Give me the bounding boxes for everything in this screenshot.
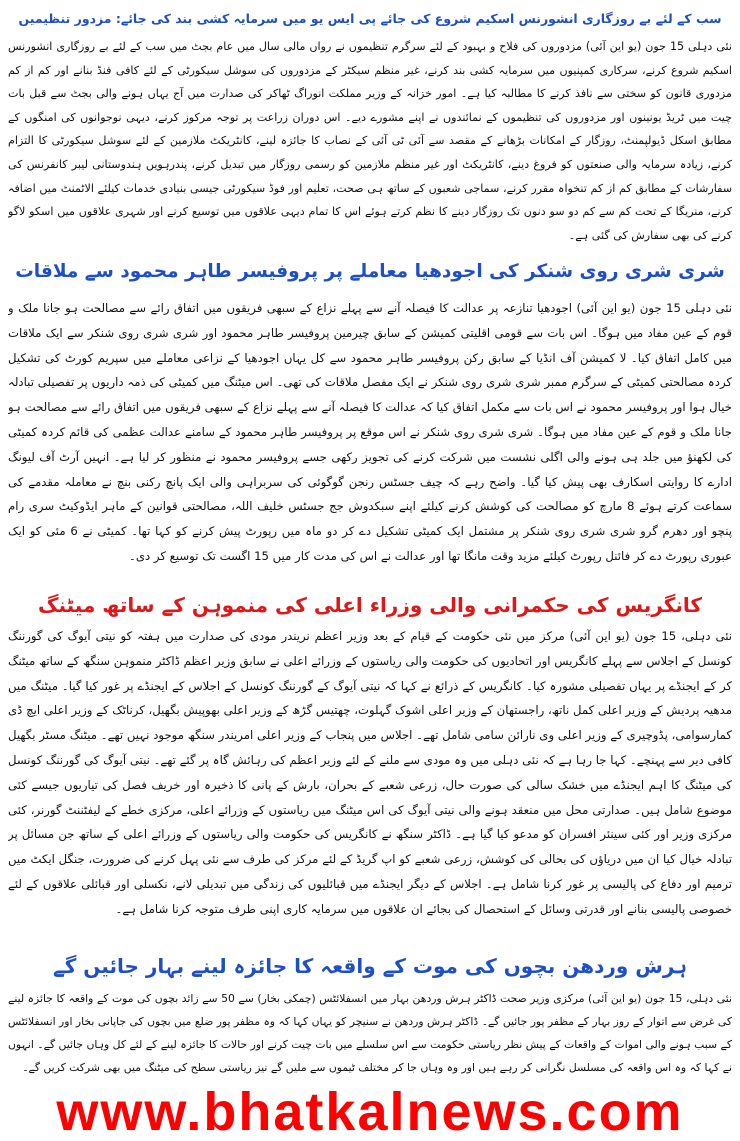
- article-body-congress-cms: نئی دہلی، 15 جون (یو این آئی) مرکز میں نئی حکومت کے قیام کے بعد وزیر اعظم نریندر مودی کی صدارت میں ہفتہ کو نیتی آیوگ کی گورننگ کونسل کے اجلاس سے پہلے کانگریس اور اتحادیوں کی حکومت والی ریاستوں کے وزرائے اعلی نے سابق وزیر اعظم ڈاکٹر منموہن سنگھ کے ساتھ میٹنگ کر کے ایجنڈے پر یہاں تفصیلی مشورہ کیا۔ کانگریس کے ذرائع نے کہا کہ نیتی آیوگ کے گورننگ کونسل کے اجلاس کے ایجنڈے پر غور کیا گیا۔ میٹنگ میں مدھیہ پردیش کے وزیر اعلی کمل ناتھ، راجستھان کے وزیر اعلی اشوک گہلوت، چھتیس گڑھ کے وزیر اعلی بھوپیش بگھیل، کرناٹک کے وزیر اعلی ایچ ڈی کمارسوامی، پڈوچیری کے وزیر اعلی وی نارائن سامی شامل تھے۔ اجلاس میں پنجاب کے وزیر اعلی امریندر سنگھ موجود نہیں تھے۔ میٹنگ مسٹر بگھیل کافی دیر سے پہنچے۔ کہا جا رہا ہے کہ نئی دہلی میں وہ مودی سے ملنے کے لئے وزیر اعظم کی رہائش گاہ پر گئے تھے۔ نیتی آیوگ کی گورننگ کونسل کی میٹنگ کا اہم ایجنڈے میں خشک سالی کی صورت حال، زرعی شعبے کے بحران، بارش کے پانی کا ذخیرہ اور خریف فصل کی تیاریوں جیسے کئی موضوع شامل ہیں۔ صدارتی محل میں منعقد ہونے والی نیتی آیوگ کی اس میٹنگ میں ریاستوں کے وزرائے اعلی، مرکزی خطے کے لیفٹننٹ گورنر، کئی مرکزی وزیر اور کئی سینئر افسران کو مدعو کیا گیا ہے۔ ڈاکٹر سنگھ نے کانگریس کی حکومت والی ریاستوں کے وزرائے اعلی کے ساتھ جن مسائل پر تبادلہ خیال کیا ان میں دریاؤں کی بحالی کی کوشش، زرعی شعبے کو اپ گریڈ کے لئے مرکز کی طرف سے نئی پہل کرنے کی ضرورت، جنگل ایکٹ میں ترمیم اور دفاع کی پالیسی پر غور کرنا شامل ہے۔ اجلاس کے دیگر ایجنڈے میں قبائلیوں کی زندگی میں تبدیلی لانے، نکسلی اور قبائلی علاقوں کے لئے خصوصی پالیسی بنانے اور قدرتی وسائل کے استحصال کی بجائے ان علاقوں میں سرمایہ کاری اپنی طرف متوجہ کرنا شامل ہے۔: [8, 629, 732, 916]
- headline-harsh-vardhan: ہرش وردھن بچوں کی موت کے واقعہ کا جائزہ لینے بہار جائیں گے: [52, 954, 688, 978]
- article-body-unemployment-insurance: نئی دہلی 15 جون (یو این آئی) مزدوروں کی فلاح و بہبود کے لئے سرگرم تنظیموں نے رواں مالی سال میں عام بجٹ میں سب کے لئے بے روزگاری انشورنس اسکیم شروع کرنے، سرکاری کمپنیوں میں سرمایہ کشی بند کرنے، غیر منظم سیکٹر کے مزدوروں کی سوشل سیکورٹی کے لئے کافی فنڈ بنانے اور کم از کم مزدوری قانون کو سختی سے نافذ کرنے کا مطالبہ کیا ہے۔ امور خزانہ کے وزیر مملکت انوراگ ٹھاکر کی صدارت میں آج یہاں ہونے والی بجٹ سے قبل بات چیت میں ٹریڈ یونینوں اور مزدوروں کی تنظیموں کے نمائندوں نے اپنے مشورے دیے۔ اس دوران زراعت پر توجہ مرکوز کرنے، دیہی نوجوانوں کی امنگوں کے مطابق اسکل ڈیولپمنٹ، روزگار کے امکانات بڑھانے کے مقصد سے آئی ٹی آئی کے نصاب کا جائزہ لینے، کانٹریکٹ ملازمین کے لئے سوشل سیکورٹی کا التزام کرنے، زیادہ سرمایہ والی صنعتوں کو فروغ دینے، کانٹریکٹ اور غیر منظم ملازمین کو رسمی روزگار میں تبدیل کرنے، پندرہویں ہندوستانی لیبر کانفرنس کی سفارشات کے مطابق کم از کم تنخواہ مقرر کرنے، سماجی شعبوں کے ساتھ ہی صحت، تعلیم اور فوڈ سیکورٹی جیسی بنیادی خدمات کیلئے الاٹمنٹ میں اضافہ کرنے، منریگا کے تحت کم سے کم دو سو دنوں تک روزگار دینے کا نظم کرتے ہوئے اس کا تمام دیہی علاقوں میں توسیع کرنے اور شہری علاقوں میں اسکو لاگو کرنے کی بھی سفارش کی گئی ہے۔: [8, 40, 732, 242]
- article-unemployment-insurance-body-wrap: [8, 35, 732, 250]
- headline-unemployment-insurance: سب کے لئے بے روزگاری انشورنس اسکیم شروع کی جائے پی ایس یو میں سرمایہ کشی بند کی جائے: مزدور تنظیمیں: [18, 11, 722, 26]
- website-url[interactable]: www.bhatkalnews.com: [56, 1083, 684, 1141]
- article-harsh-vardhan-body-wrap: [8, 987, 732, 1083]
- article-ayodhya: [8, 256, 732, 288]
- headline-congress-cms: کانگریس کی حکمرانی والی وزراء اعلی کی منموہن کے ساتھ میٹنگ: [37, 593, 703, 617]
- article-congress-cms-body-wrap: [8, 624, 732, 946]
- site-footer: [0, 1083, 740, 1141]
- article-unemployment-insurance: [8, 6, 732, 32]
- article-body-harsh-vardhan: نئی دہلی، 15 جون (یو این آئی) مرکزی وزیر صحت ڈاکٹر ہرش وردھن بہار میں انسفلائٹس (چمکی بخار) سے 50 سے زائد بچوں کی موت کے واقعہ کا جائزہ لینے کی غرض سے اتوار کے روز بہار کے مظفر پور جائیں گے۔ ڈاکٹر ہرش وردھن نے سنیچر کو یہاں کہا کہ وہ مظفر پور ضلع میں بچوں کی جاپانی بخار اور انسفلائٹس کے سبب ہونے والی اموات کے واقعات کے پیش نظر ریاستی حکومت سے اس سلسلے میں بات چیت کرنے اور حالات کا جائزہ لینے کے لئے کل وہاں جائیں گے۔ انہوں نے کہا کہ وہ اس واقعہ کی مسلسل نگرانی کر رہے ہیں اور وہ وہاں جا کر مختلف ٹیموں سے ملیں گے نیز ریاستی سطح کی میٹنگ میں بھی شرکت کریں گے۔: [8, 992, 732, 1074]
- article-harsh-vardhan: [8, 950, 732, 982]
- article-body-ayodhya: نئی دہلی 15 جون (یو این آئی) اجودھیا تنازعہ پر عدالت کا فیصلہ آنے سے پہلے نزاع کے سبھی فریقوں میں اتفاق رائے سے مصالحت ہو جانا ملک و قوم کے عین مفاد میں ہوگا۔ اس بات سے قومی اقلیتی کمیشن کے سابق چیرمین پروفیسر طاہر محمود اور شری شری روی شنکر سے ایک ملاقات میں کامل اتفاق کیا۔ لا کمیشن آف انڈیا کے سابق رکن پروفیسر طاہر محمود سے کل یہاں اجودھیا کے نزاعی معاملے میں سپریم کورٹ کی تشکیل کردہ مصالحتی کمیٹی کے سرگرم ممبر شری شری روی شنکر نے ایک مفصل ملاقات کی تھی۔ اس میٹنگ میں کمیٹی کی ذمہ داریوں پر تفصیلی تبادلہ خیال ہوا اور پروفیسر محمود نے اس بات سے مکمل اتفاق کیا کہ عدالت کا فیصلہ آنے سے پہلے نزاع کے سبھی فریقوں میں اتفاق رائے سے مصالحت ہو جانا ملک و قوم کے عین مفاد میں ہوگا۔ شری شری روی شنکر نے اس موقع پر پروفیسر طاہر محمود کے سامنے عدالت عظمی کی قائم کردہ کمیٹی کی لکھنؤ میں جلد ہی ہونے والی اگلی نشست میں شرکت کرنے کی تجویز رکھی جسے پروفیسر محمود نے منظور کر لیا ہے۔ انہیں آرٹ آف لیونگ ادارے کا روایتی اسکارف بھی پیش کیا گیا۔ واضح رہے کہ چیف جسٹس رنجن گوگوئی کی سربراہی والی ایک پانچ رکنی بنچ نے معاملہ مقدمے کی سماعت کرتے ہوئے 8 مارچ کو مصالحت کی کوشش کرنے کیلئے اپنے سبکدوش جج جسٹس خلیف اللہ، مصالحتی قوانین کے ماہر ایڈوکیٹ سری رام پنچو اور دھرم گرو شری شری روی شنکر پر مشتمل ایک کمیٹی تشکیل دے کر دو ماہ میں رپورٹ پیش کرنے کو کہا تھا۔ کمیٹی نے 6 مئی کو ایک عبوری رپورٹ دے کر فائنل رپورٹ کیلئے مزید وقت مانگا تھا اور عدالت نے اس کی مدت کار میں 15 اگست تک توسیع کر دی۔: [8, 301, 732, 563]
- headline-ayodhya: شری شری روی شنکر کی اجودھیا معاملے پر پروفیسر طاہر محمود سے ملاقات: [15, 261, 725, 282]
- article-ayodhya-body-wrap: [8, 296, 732, 586]
- article-congress-cms: [8, 590, 732, 620]
